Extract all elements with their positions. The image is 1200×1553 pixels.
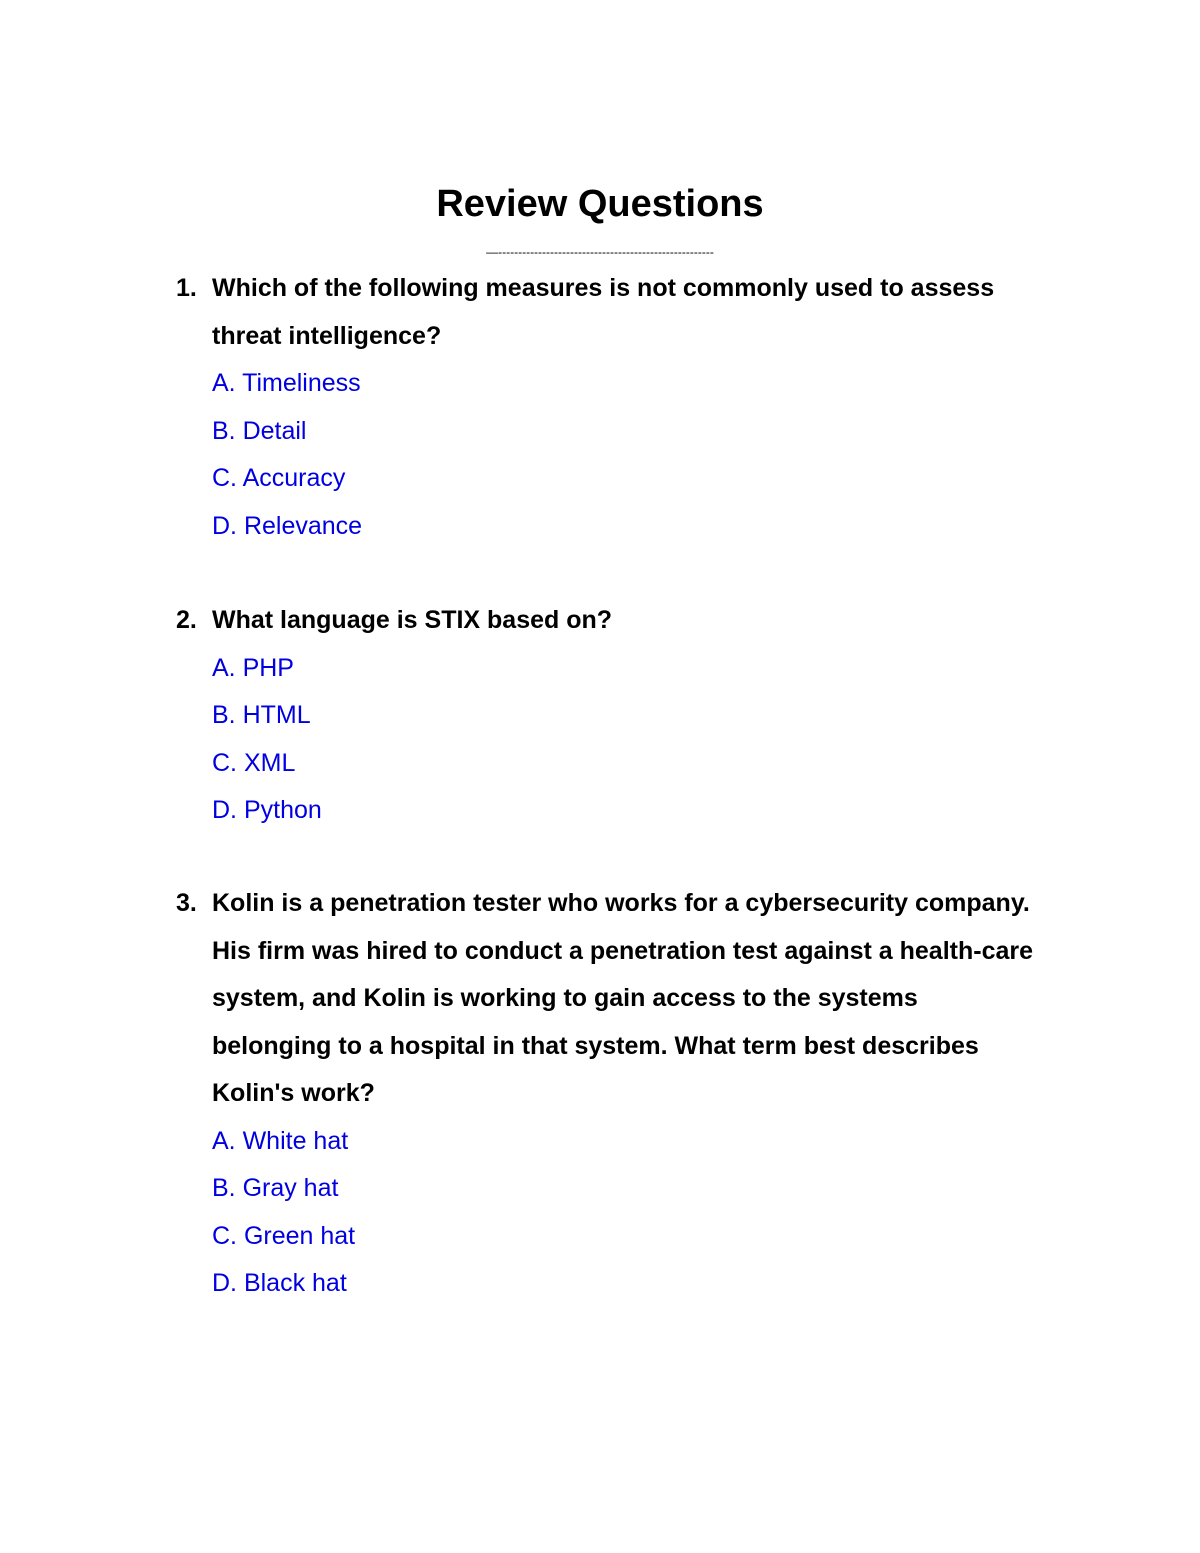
option-a: A. Timeliness bbox=[212, 369, 361, 397]
question-2 bbox=[176, 597, 1036, 835]
option-d: D. Black hat bbox=[212, 1269, 347, 1297]
page-title: Review Questions bbox=[436, 183, 764, 225]
answer-options bbox=[212, 360, 1036, 550]
option-c: C. Green hat bbox=[212, 1221, 356, 1250]
option-b: B. HTML bbox=[212, 701, 311, 729]
question-text: Which of the following measures is not commonly used to assess threat intelligence? bbox=[212, 274, 995, 350]
option-a: A. PHP bbox=[212, 653, 294, 682]
answer-options bbox=[212, 645, 1036, 835]
option-a: A. White hat bbox=[212, 1126, 349, 1155]
answer-options bbox=[212, 1118, 1036, 1308]
question-text: What language is STIX based on? bbox=[212, 606, 613, 634]
question-number: 1. bbox=[176, 274, 197, 302]
option-d: D. Python bbox=[212, 796, 322, 824]
question-text: Kolin is a penetration tester who works for a cybersecurity company. His firm was hired to conduct a penetration test against a health-care system, and Kolin is working to gain access to the systems belonging to a hospital in that system. What term best describes Kolin's work? bbox=[212, 889, 1034, 1107]
option-c: C. XML bbox=[212, 748, 296, 777]
question-number: 3. bbox=[176, 889, 197, 917]
question-1 bbox=[176, 265, 1036, 550]
title-divider: —------------------------------------------------------ bbox=[486, 245, 714, 259]
option-c: C. Accuracy bbox=[212, 464, 346, 492]
option-d: D. Relevance bbox=[212, 511, 363, 540]
option-b: B. Detail bbox=[212, 416, 307, 445]
question-number: 2. bbox=[176, 606, 197, 634]
question-3 bbox=[176, 880, 1036, 1308]
option-b: B. Gray hat bbox=[212, 1174, 339, 1202]
